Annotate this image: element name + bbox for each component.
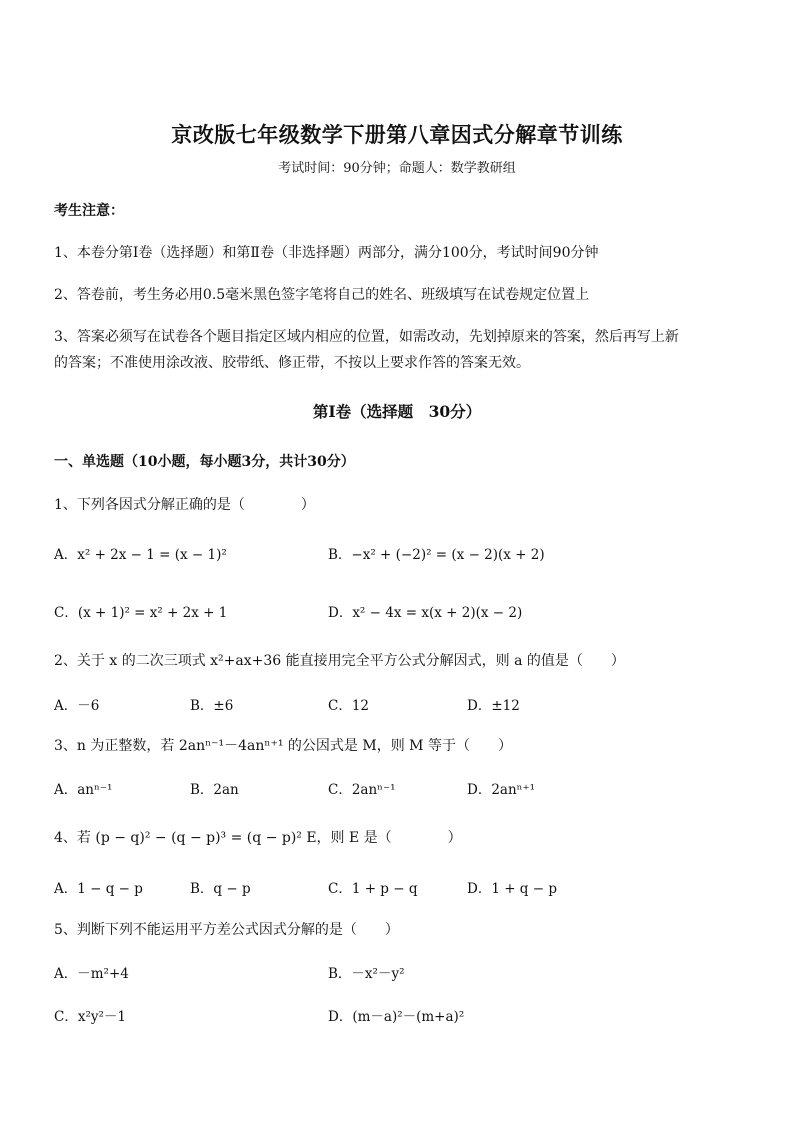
option-c[interactable]: C．1 + p − q: [328, 881, 418, 897]
option-a[interactable]: A．anⁿ⁻¹: [54, 782, 113, 798]
option-b[interactable]: B．q − p: [190, 881, 251, 897]
option-a[interactable]: A．1 − q − p: [54, 881, 143, 897]
notice-item: 1、本卷分第Ⅰ卷（选择题）和第Ⅱ卷（非选择题）两部分，满分100分，考试时间90分钟: [54, 245, 599, 261]
part-title: 一、单选题（10小题，每小题3分，共计30分）: [54, 454, 355, 470]
page-title: 京改版七年级数学下册第八章因式分解章节训练: [171, 122, 623, 147]
option-d[interactable]: D．x² − 4x = x(x + 2)(x − 2): [328, 605, 523, 621]
question-stem: 2、关于 x 的二次三项式 x²+ax+36 能直接用完全平方公式分解因式，则 a 的值是（ ）: [54, 653, 625, 669]
option-a[interactable]: A．－m²+4: [54, 966, 129, 982]
option-c[interactable]: C．2anⁿ⁻¹: [328, 782, 396, 798]
option-c[interactable]: C．x²y²－1: [54, 1009, 126, 1025]
question-stem: 1、下列各因式分解正确的是（ ）: [54, 497, 315, 513]
option-d[interactable]: D．2anⁿ⁺¹: [467, 782, 536, 798]
notice-item: 3、答案必须写在试卷各个题目指定区域内相应的位置，如需改动，先划掉原来的答案，然后再写上新: [54, 329, 679, 345]
question-stem: 4、若 (p − q)² − (q − p)³ = (q − p)² E，则 E 是（ ）: [54, 830, 462, 846]
option-b[interactable]: B．±6: [190, 698, 234, 714]
question-stem: 5、判断下列不能运用平方差公式因式分解的是（ ）: [54, 922, 399, 938]
question-stem: 3、n 为正整数，若 2anⁿ⁻¹－4anⁿ⁺¹ 的公因式是 M，则 M 等于（ ）: [54, 738, 512, 754]
option-b[interactable]: B．2an: [190, 782, 239, 798]
notice-heading: 考生注意：: [54, 203, 124, 219]
option-a[interactable]: A．－6: [54, 698, 100, 714]
option-c[interactable]: C．12: [328, 698, 370, 714]
notice-item: 2、答卷前，考生务必用0.5毫米黑色签字笔将自己的姓名、班级填写在试卷规定位置上: [54, 287, 590, 303]
option-c[interactable]: C．(x + 1)² = x² + 2x + 1: [54, 605, 228, 621]
option-a[interactable]: A．x² + 2x − 1 = (x − 1)²: [54, 547, 227, 563]
exam-info: 考试时间：90分钟；命题人：数学教研组: [278, 161, 516, 176]
option-d[interactable]: D．1 + q − p: [467, 881, 557, 897]
option-d[interactable]: D．±12: [467, 698, 520, 714]
notice-item: 的答案；不准使用涂改液、胶带纸、修正带，不按以上要求作答的答案无效。: [54, 355, 530, 371]
option-d[interactable]: D．(m－a)²－(m+a)²: [328, 1009, 465, 1025]
option-b[interactable]: B．−x² + (−2)² = (x − 2)(x + 2): [328, 547, 545, 563]
section-title: 第Ⅰ卷（选择题 30分）: [312, 402, 482, 421]
option-b[interactable]: B．－x²－y²: [328, 966, 405, 982]
